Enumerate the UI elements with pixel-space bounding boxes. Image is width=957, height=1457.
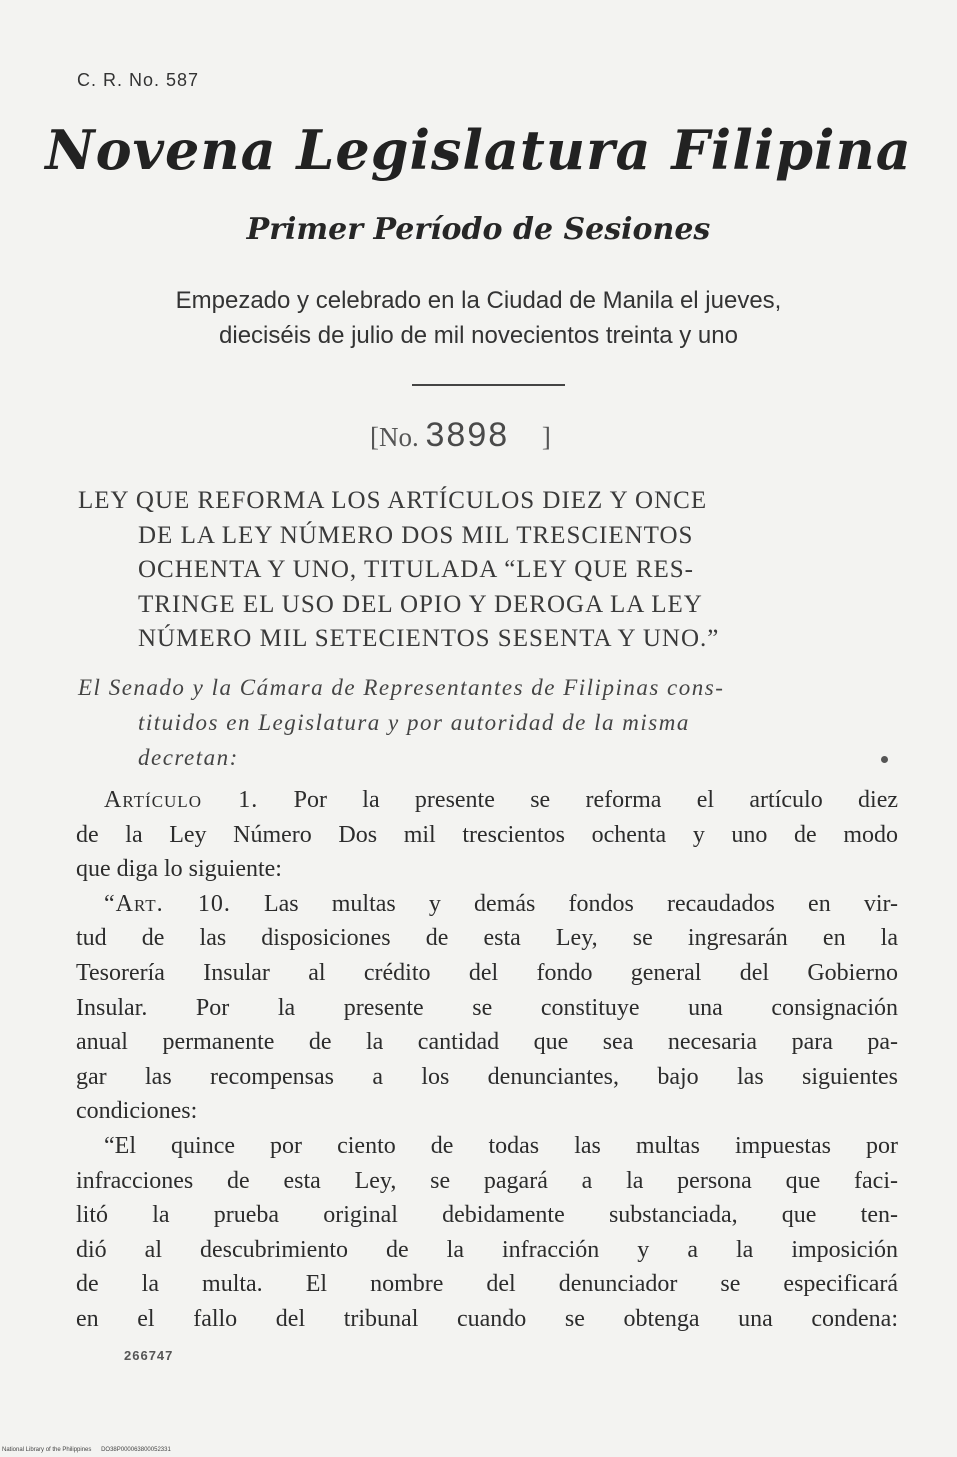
enacting-clause	[78, 670, 898, 775]
separator-rule	[412, 384, 565, 386]
art-10-line: condiciones:	[76, 1098, 198, 1125]
art-10-line: anual permanente de la cantidad que sea necesaria para pa-	[76, 1029, 898, 1056]
law-title-line: OCHENTA Y UNO, TITULADA “LEY QUE RES-	[138, 556, 695, 583]
art-10-line: tud de las disposiciones de esta Ley, se ingresarán en la	[76, 925, 898, 952]
paragraph-line: infracciones de esta Ley, se pagará a la persona que faci-	[76, 1167, 898, 1194]
paragraph-line: “El quince por ciento de todas las multas impuestas por	[104, 1132, 898, 1159]
article-1-line: de la Ley Número Dos mil trescientos ochenta y uno de modo	[76, 821, 898, 848]
enacting-line: tituidos en Legislatura y por autoridad de la misma	[138, 710, 690, 735]
art-10-line: Insular. Por la presente se constituye una consignación	[76, 994, 898, 1021]
footer-code: DO38P000063800052331	[101, 1447, 171, 1453]
body-text	[76, 783, 898, 1337]
law-number-prefix: [No.	[370, 422, 419, 452]
article-1-label: Artículo 1.	[104, 787, 259, 813]
law-title-line: DE LA LEY NÚMERO DOS MIL TRESCIENTOS	[138, 521, 694, 549]
intro-line: dieciséis de julio de mil novecientos treinta y uno	[219, 322, 738, 349]
law-title-line: TRINGE EL USO DEL OPIO Y DEROGA LA LEY	[138, 590, 703, 618]
law-title-line: NÚMERO MIL SETECIENTOS SESENTA Y UNO.”	[138, 625, 720, 652]
law-title	[78, 484, 898, 657]
law-number	[370, 416, 551, 455]
article-1-line: Artículo 1. Por la presente se reforma el artículo diez	[104, 787, 899, 813]
art-10-line: gar las recompensas a los denunciantes, bajo las siguientes	[76, 1063, 898, 1090]
signature-number: 266747	[124, 1348, 174, 1363]
legislature-title: Novena Legislatura Filipina	[45, 118, 912, 182]
enacting-line: El Senado y la Cámara de Representantes de Filipinas cons-	[78, 675, 725, 700]
intro-line: Empezado y celebrado en la Ciudad de Manila el jueves,	[175, 287, 782, 314]
archive-footer	[2, 1447, 171, 1453]
art-10-label: “Art. 10.	[104, 890, 231, 917]
paragraph-line: de la multa. El nombre del denunciador se especificará	[76, 1271, 898, 1298]
law-number-value: 3898	[425, 416, 510, 454]
paragraph-line: dió al descubrimiento de la infracción y a la imposición	[76, 1236, 898, 1263]
article-1-line: que diga lo siguiente:	[76, 856, 282, 883]
cr-number: C. R. No. 587	[77, 70, 200, 90]
art-10-line: Tesorería Insular al crédito del fondo general del Gobierno	[76, 959, 898, 986]
paragraph-line: en el fallo del tribunal cuando se obtenga una condena:	[76, 1305, 898, 1332]
intro-paragraph	[0, 283, 957, 353]
art-10-line: “Art. 10. Las multas y demás fondos recaudados en vir-	[104, 890, 898, 917]
law-number-suffix: ]	[541, 422, 551, 452]
enacting-line: decretan:	[138, 745, 239, 770]
paragraph-line: litó la prueba original debidamente substanciada, que ten-	[76, 1202, 898, 1229]
session-subtitle: Primer Período de Sesiones	[246, 212, 711, 247]
bullet-dot-icon	[881, 756, 888, 763]
law-title-line: LEY QUE REFORMA LOS ARTÍCULOS DIEZ Y ONCE	[78, 487, 708, 514]
footer-library: National Library of the Philippines	[2, 1447, 92, 1453]
